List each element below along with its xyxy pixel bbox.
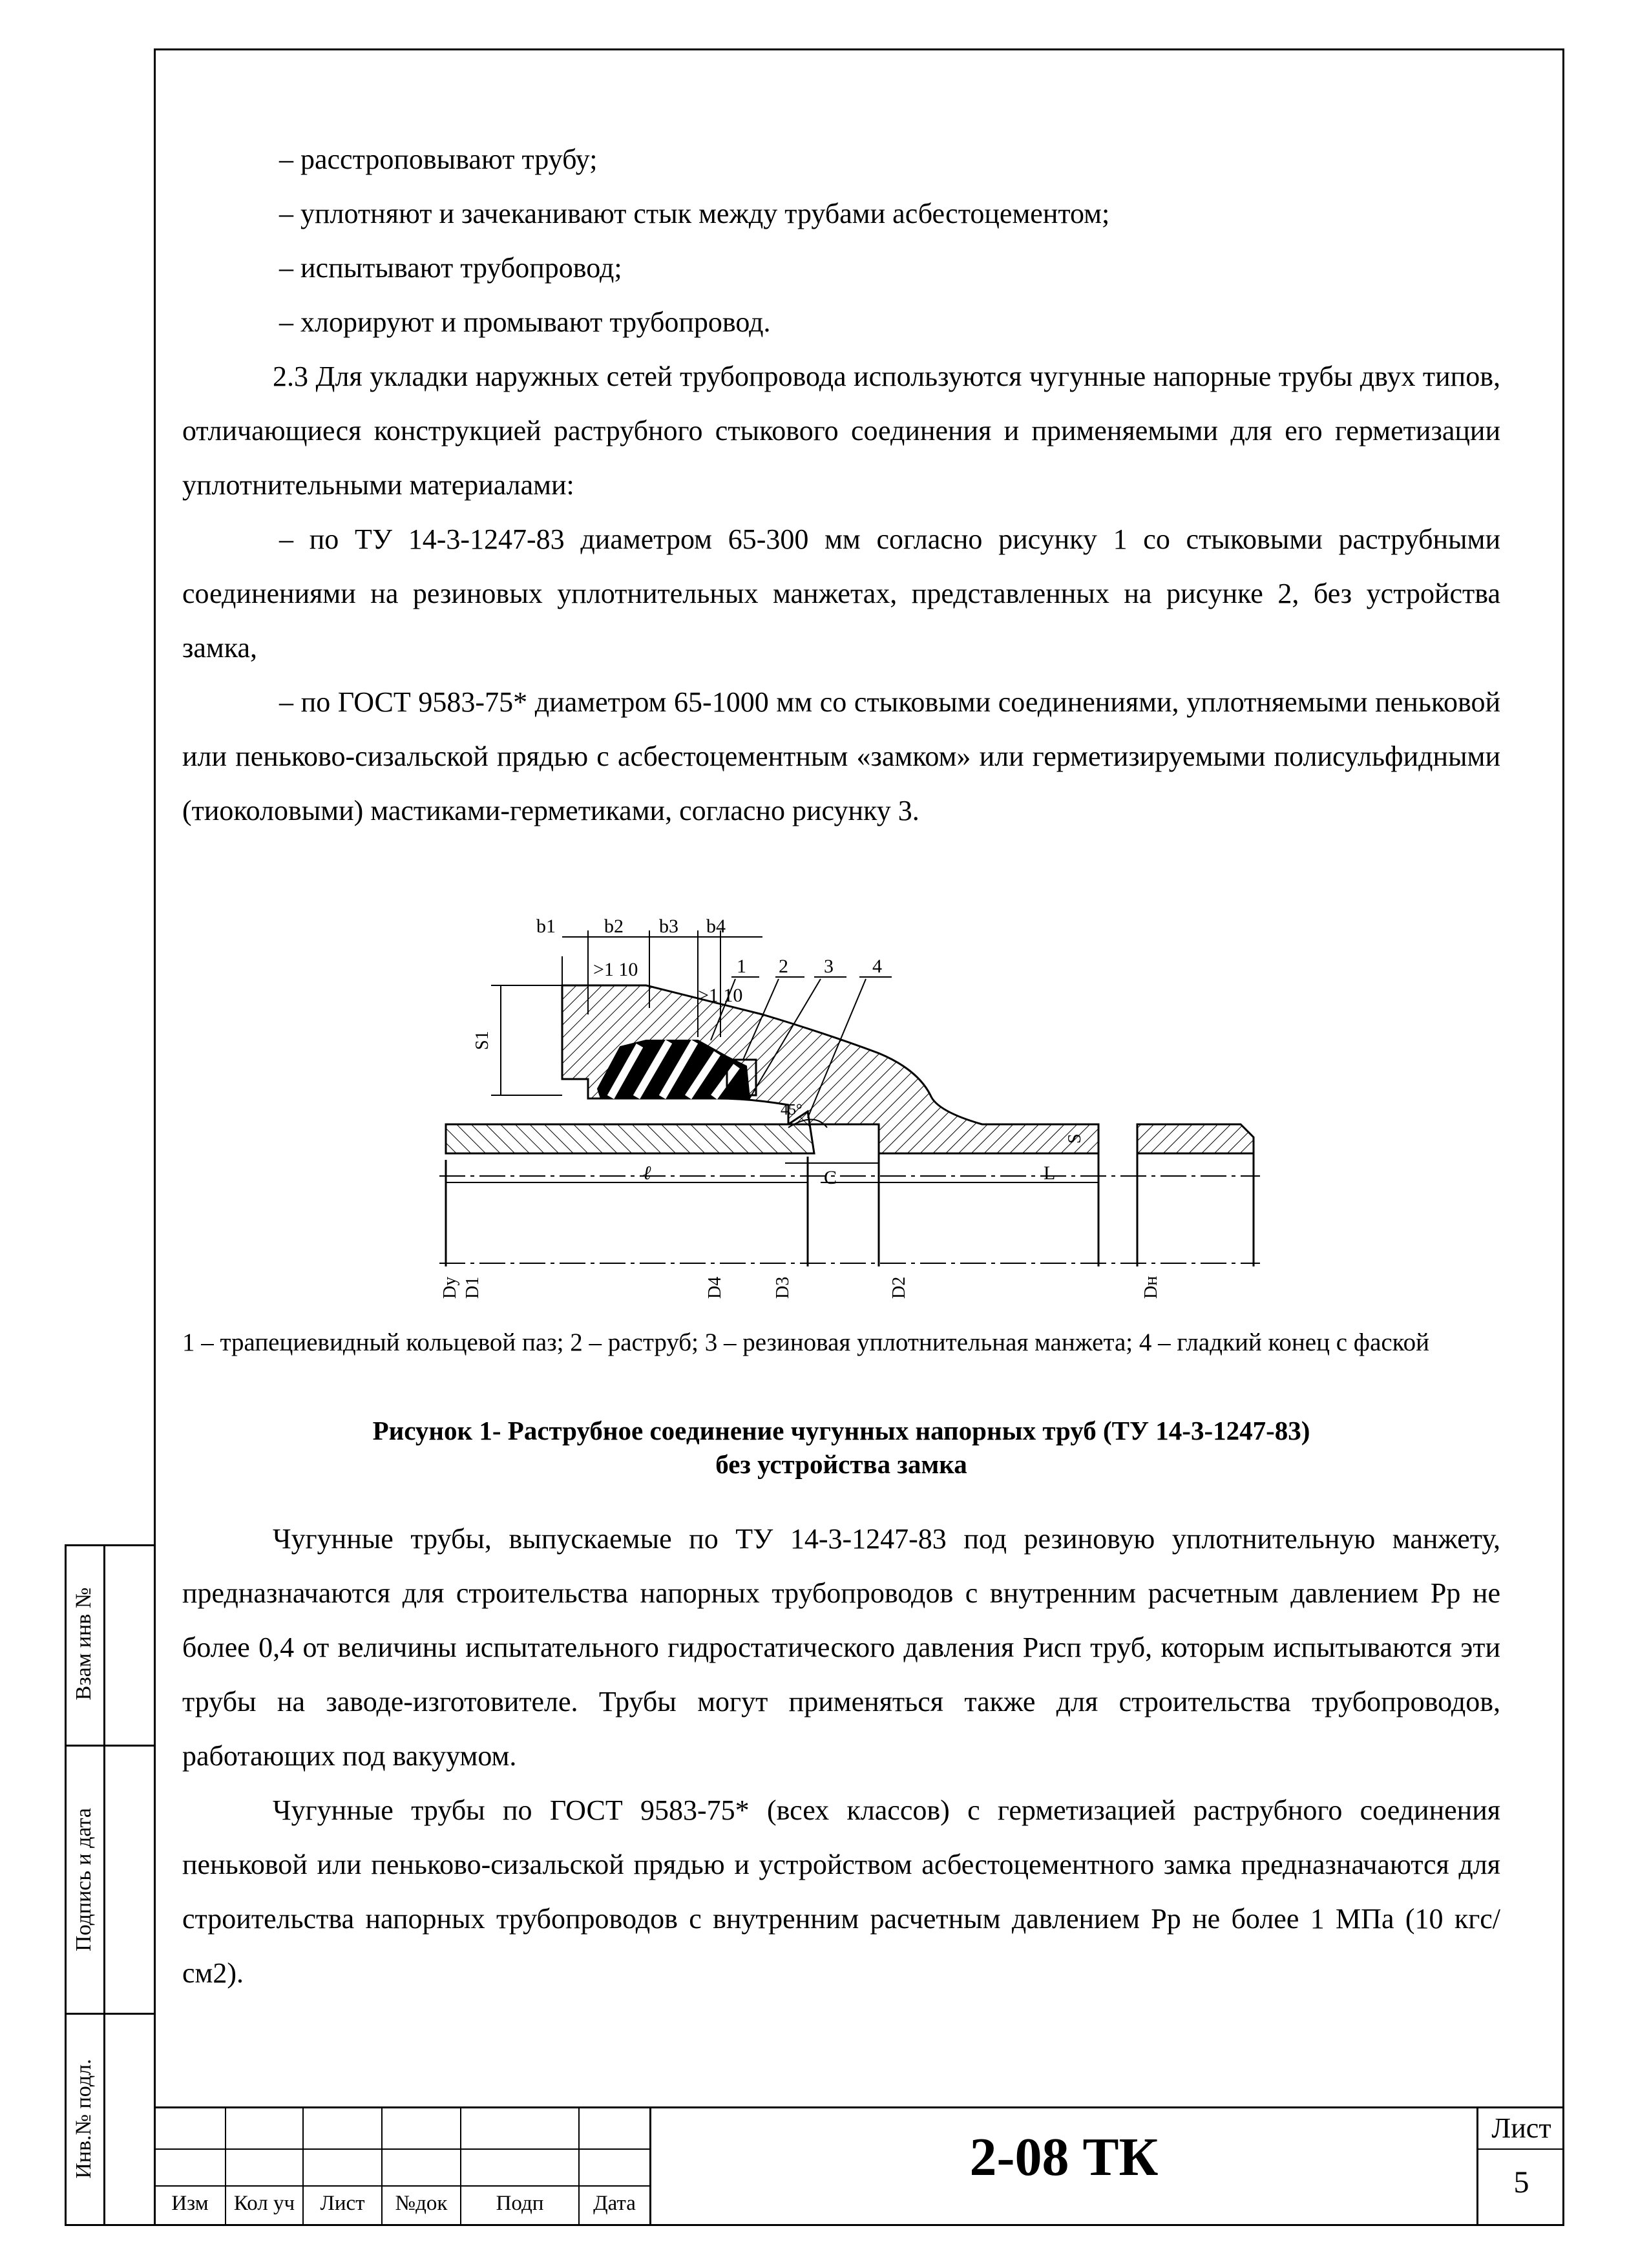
paragraph-2-3: 2.3 Для укладки наружных сетей трубопровода используются чугунные напорные трубы двух типов, отличающиеся конструкцией раструбного стыкового соединения и применяемыми для его герметизации уплотнительными материалами: (182, 361, 1500, 501)
spigot-end (446, 1111, 814, 1153)
paragraph-cast-iron-2: Чугунные трубы по ГОСТ 9583-75* (всех классов) с герметизацией раструбного соединения пеньковой или пеньково-сизальской прядью и устройством асбестоцементного замка предназначаются для строительства напорных трубопроводов с внутренним расчетным давлением Pр не более 1 МПа (10 кгс/см2). (182, 1794, 1500, 1989)
callout-1: 1 (737, 956, 746, 977)
sheet-number: 5 (1513, 2165, 1529, 2200)
list-item: – уплотняют и зачеканивают стык между трубами асбестоцементом; (279, 198, 1110, 229)
figure-1-drawing (426, 905, 1266, 1318)
header-data: Дата (593, 2192, 636, 2215)
figure-caption: 1 – трапециевидный кольцевой паз; 2 – раструб; 3 – резиновая уплотнительная манжета; 4 – гладкий конец с фаской (182, 1328, 1430, 1356)
dim-d4: D4 (705, 1276, 725, 1299)
dim-d3: D3 (773, 1276, 793, 1299)
dim-L: L (1044, 1162, 1056, 1184)
header-podp: Подп (496, 2192, 544, 2215)
body-top (182, 132, 1500, 838)
pipe-type-1: – по ТУ 14-3-1247-83 диаметром 65-300 мм согласно рисунку 1 со стыковыми раструбными соединениями на резиновых уплотнительных манжетах, представленных на рисунке 2, без устройства замка, (182, 523, 1500, 664)
callout-4: 4 (872, 956, 882, 977)
dim-dy: Dу (440, 1276, 460, 1299)
list-item: – хлорируют и промывают трубопровод. (279, 306, 771, 338)
dim-ratio-2: >1 10 (698, 985, 743, 1006)
header-ndok: №док (395, 2192, 448, 2215)
angle-label: 45° (781, 1102, 803, 1118)
dim-b2: b2 (604, 916, 624, 937)
paragraph-cast-iron-1: Чугунные трубы, выпускаемые по ТУ 14-3-1247-83 под резиновую уплотнительную манжету, предназначаются для строительства напорных трубопроводов с внутренним расчетным давлением Pр не более 0,4 от величины испытательного гидростатического давления Pисп труб, которым испытываются эти трубы на заводе-изготовителе. Трубы могут применяться также для строительства трубопроводов, работающих под вакуумом. (182, 1523, 1500, 1772)
body-bottom (182, 1512, 1500, 2000)
dim-ratio-1: >1 10 (593, 959, 638, 980)
frame-right (1562, 48, 1564, 2226)
pipe-type-2: – по ГОСТ 9583-75* диаметром 65-1000 мм со стыковыми соединениями, уплотняемыми пеньковой или пеньково-сизальской прядью с асбестоцементным «замком» или герметизируемыми полисульфидными (тиоколовыми) мастиками-герметиками, согласно рисунку 3. (182, 686, 1500, 826)
document-code: 2-08 ТК (969, 2127, 1159, 2187)
frame-top (154, 48, 1564, 50)
figure-title-line1: Рисунок 1- Раструбное соединение чугунных напорных труб (ТУ 14-3-1247-83) (372, 1416, 1310, 1445)
figure-title-line2: без устройства замка (715, 1449, 967, 1479)
stamp-vzam-label: Взам инв № (72, 1587, 96, 1701)
dim-b4: b4 (706, 916, 726, 937)
stamp-podp-label: Подпись и дата (72, 1808, 96, 1951)
frame-left (154, 48, 156, 2226)
dim-d1: D1 (463, 1276, 483, 1299)
callout-2: 2 (779, 956, 788, 977)
dim-c: C (824, 1167, 837, 1188)
callout-3: 3 (824, 956, 834, 977)
dim-d2: D2 (889, 1276, 909, 1299)
dim-s1: S1 (472, 1031, 492, 1050)
dim-b1: b1 (536, 916, 556, 937)
header-kol-uch: Кол уч (233, 2192, 295, 2215)
list-item: – испытывают трубопровод; (279, 252, 622, 284)
frame-bottom (154, 2224, 1564, 2226)
header-list: Лист (320, 2192, 365, 2215)
dim-s: S (1065, 1133, 1085, 1144)
pipe-section-right (1137, 1124, 1254, 1153)
dim-l: ℓ (643, 1162, 651, 1184)
header-izm: Изм (171, 2192, 209, 2215)
list-item: – расстроповывают трубу; (279, 143, 598, 175)
dim-b3: b3 (659, 916, 678, 937)
sheet-label: Лист (1491, 2112, 1551, 2144)
stamp-inv-label: Инв.№ подл. (72, 2059, 96, 2179)
dim-dn: Dн (1141, 1276, 1161, 1299)
